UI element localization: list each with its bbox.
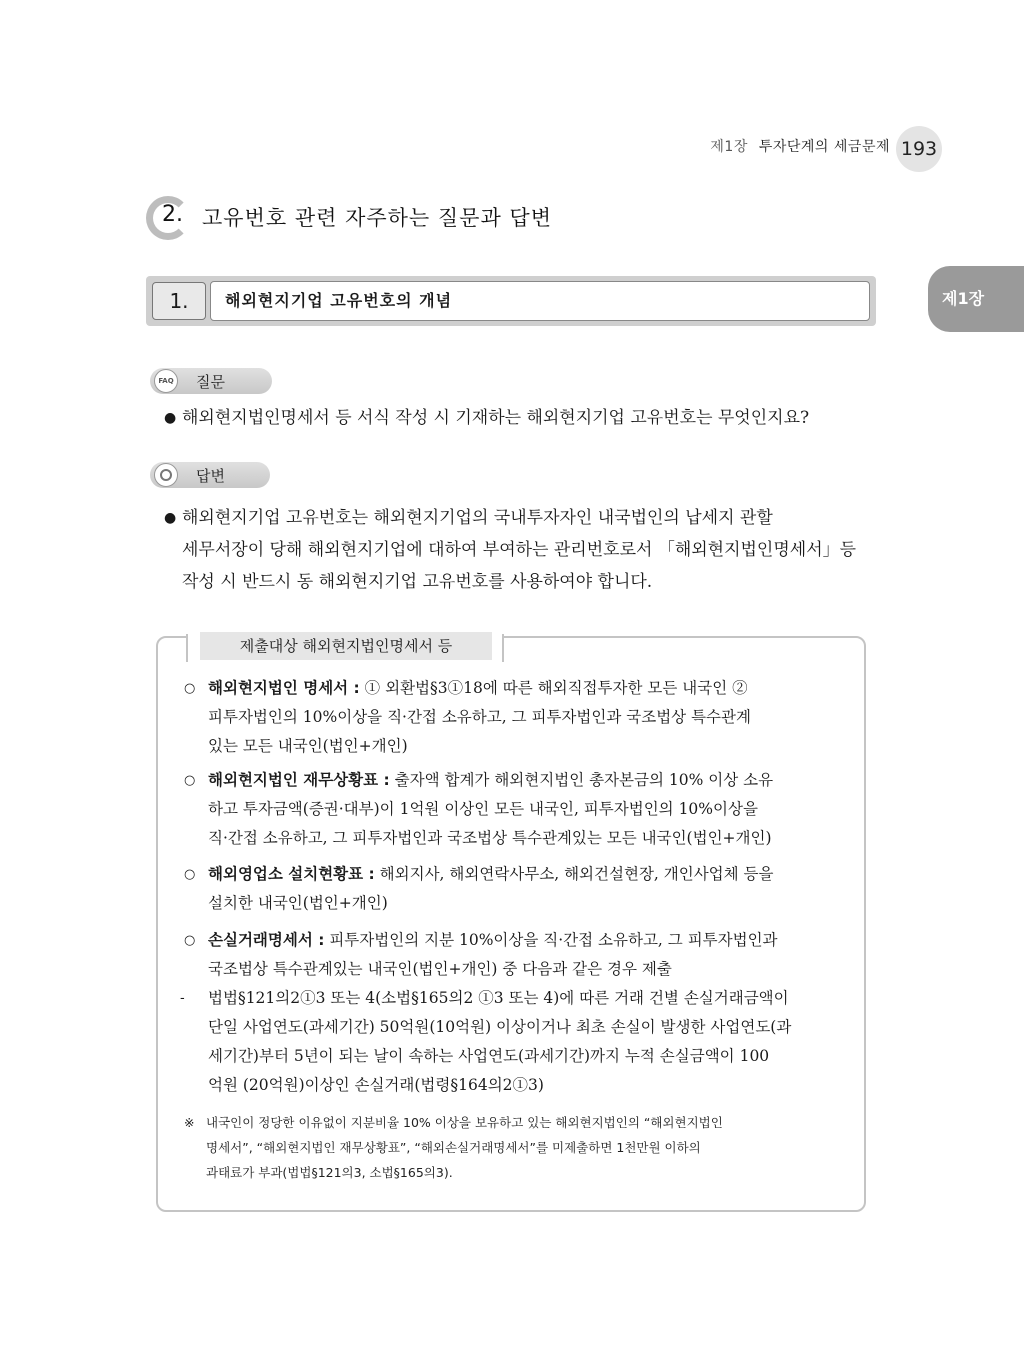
info-box-title: 제출대상 해외현지법인명세서 등 <box>200 632 492 660</box>
box-item-line: 국조법상 특수관계있는 내국인(법인+개인) 중 다음과 같은 경우 제출 <box>208 960 672 978</box>
box-subitem-line: 억원 (20억원)이상인 손실거래(법령§164의2①3) <box>208 1076 544 1094</box>
answer-line: 작성 시 반드시 동 해외현지기업 고유번호를 사용하여야 합니다. <box>182 572 653 592</box>
box-item-line: 피투자법인의 10%이상을 직·간접 소유하고, 그 피투자법인과 국조법상 특수관계 <box>208 708 751 726</box>
box-note <box>184 1110 723 1185</box>
box-subitem <box>180 984 792 1100</box>
answer-label <box>150 462 270 488</box>
dash-marker: - <box>180 991 185 1006</box>
box-item-term: 손실거래명세서 : <box>208 931 325 949</box>
question-label <box>150 368 272 394</box>
box-item-line: ① 외환법§3①18에 따른 해외직접투자한 모든 내국인 ② <box>359 679 748 697</box>
circle-marker-icon: ○ <box>184 681 196 696</box>
box-note-line: 명세서”, “해외현지법인 재무상황표”, “해외손실거래명세서”를 미제출하면 1천만원 이하의 <box>206 1140 701 1155</box>
box-item-line: 출자액 합계가 해외현지법인 총자본금의 10% 이상 소유 <box>389 771 774 789</box>
tab-edge-right <box>502 634 504 662</box>
subsection-title: 해외현지기업 고유번호의 개념 <box>210 281 870 321</box>
bullet-icon: ● <box>164 510 177 526</box>
box-item-line: 하고 투자금액(증권·대부)이 1억원 이상인 모든 내국인, 피투자법인의 10%이상을 <box>208 800 758 818</box>
chapter-side-tab: 제1장 <box>928 266 1024 332</box>
box-item-line: 있는 모든 내국인(법인+개인) <box>208 737 408 755</box>
box-item <box>184 860 774 918</box>
info-box-title-tab <box>186 630 504 662</box>
faq-icon: FAQ <box>154 369 178 393</box>
box-item-term: 해외현지법인 재무상황표 : <box>208 771 390 789</box>
circle-marker-icon: ○ <box>184 867 196 882</box>
box-item-line: 피투자법인의 지분 10%이상을 직·간접 소유하고, 그 피투자법인과 <box>324 931 778 949</box>
answer-text-block <box>164 502 857 598</box>
circle-marker-icon: ○ <box>184 773 196 788</box>
answer-line: 해외현지기업 고유번호는 해외현지기업의 국내투자자인 내국법인의 납세지 관할 <box>182 508 773 528</box>
answer-line: 세무서장이 당해 해외현지기업에 대하여 부여하는 관리번호로서 「해외현지법인명세서」등 <box>182 540 857 560</box>
reference-mark-icon: ※ <box>184 1115 195 1130</box>
box-subitem-line: 단일 사업연도(과세기간) 50억원(10억원) 이상이거나 최초 손실이 발생한 사업연도(과 <box>208 1018 792 1036</box>
box-item-term: 해외영업소 설치현황표 : <box>208 865 375 883</box>
box-item <box>184 766 774 853</box>
target-icon <box>154 463 178 487</box>
running-header <box>660 126 950 166</box>
tab-edge-left <box>186 634 188 662</box>
box-subitem-line: 세기간)부터 5년이 되는 날이 속하는 사업연도(과세기간)까지 누적 손실금액이 100 <box>208 1047 770 1065</box>
box-item-line: 해외지사, 해외연락사무소, 해외건설현장, 개인사업체 등을 <box>374 865 774 883</box>
running-header-title: 투자단계의 세금문제 <box>758 139 890 155</box>
question-label-text: 질문 <box>196 373 225 391</box>
box-item <box>184 674 751 761</box>
circle-marker-icon: ○ <box>184 933 196 948</box>
question-text: 해외현지법인명세서 등 서식 작성 시 기재하는 해외현지기업 고유번호는 무엇인지요? <box>182 408 810 428</box>
box-item-line: 설치한 내국인(법인+개인) <box>208 894 388 912</box>
section-number: 2. <box>162 202 183 227</box>
subsection-number: 1. <box>152 282 206 320</box>
box-item-line: 직·간접 소유하고, 그 피투자법인과 국조법상 특수관계있는 모든 내국인(법인+개인) <box>208 829 772 847</box>
question-text-block <box>164 402 810 434</box>
answer-label-text: 답변 <box>196 467 225 485</box>
box-item <box>184 926 778 984</box>
running-header-text <box>710 136 890 156</box>
page-number: 193 <box>896 126 942 172</box>
bullet-icon: ● <box>164 410 177 426</box>
box-note-line: 과태료가 부과(법법§121의3, 소법§165의3). <box>206 1165 453 1180</box>
running-header-chapter: 제1장 <box>710 139 748 155</box>
subsection-bar <box>146 276 876 326</box>
section-title: 고유번호 관련 자주하는 질문과 답변 <box>202 206 552 230</box>
box-subitem-line: 법법§121의2①3 또는 4(소법§165의2 ①3 또는 4)에 따른 거래 건별 손실거래금액이 <box>208 989 789 1007</box>
box-item-term: 해외현지법인 명세서 : <box>208 679 360 697</box>
box-note-line: 내국인이 정당한 이유없이 지분비율 10% 이상을 보유하고 있는 해외현지법인의 “해외현지법인 <box>206 1115 723 1130</box>
